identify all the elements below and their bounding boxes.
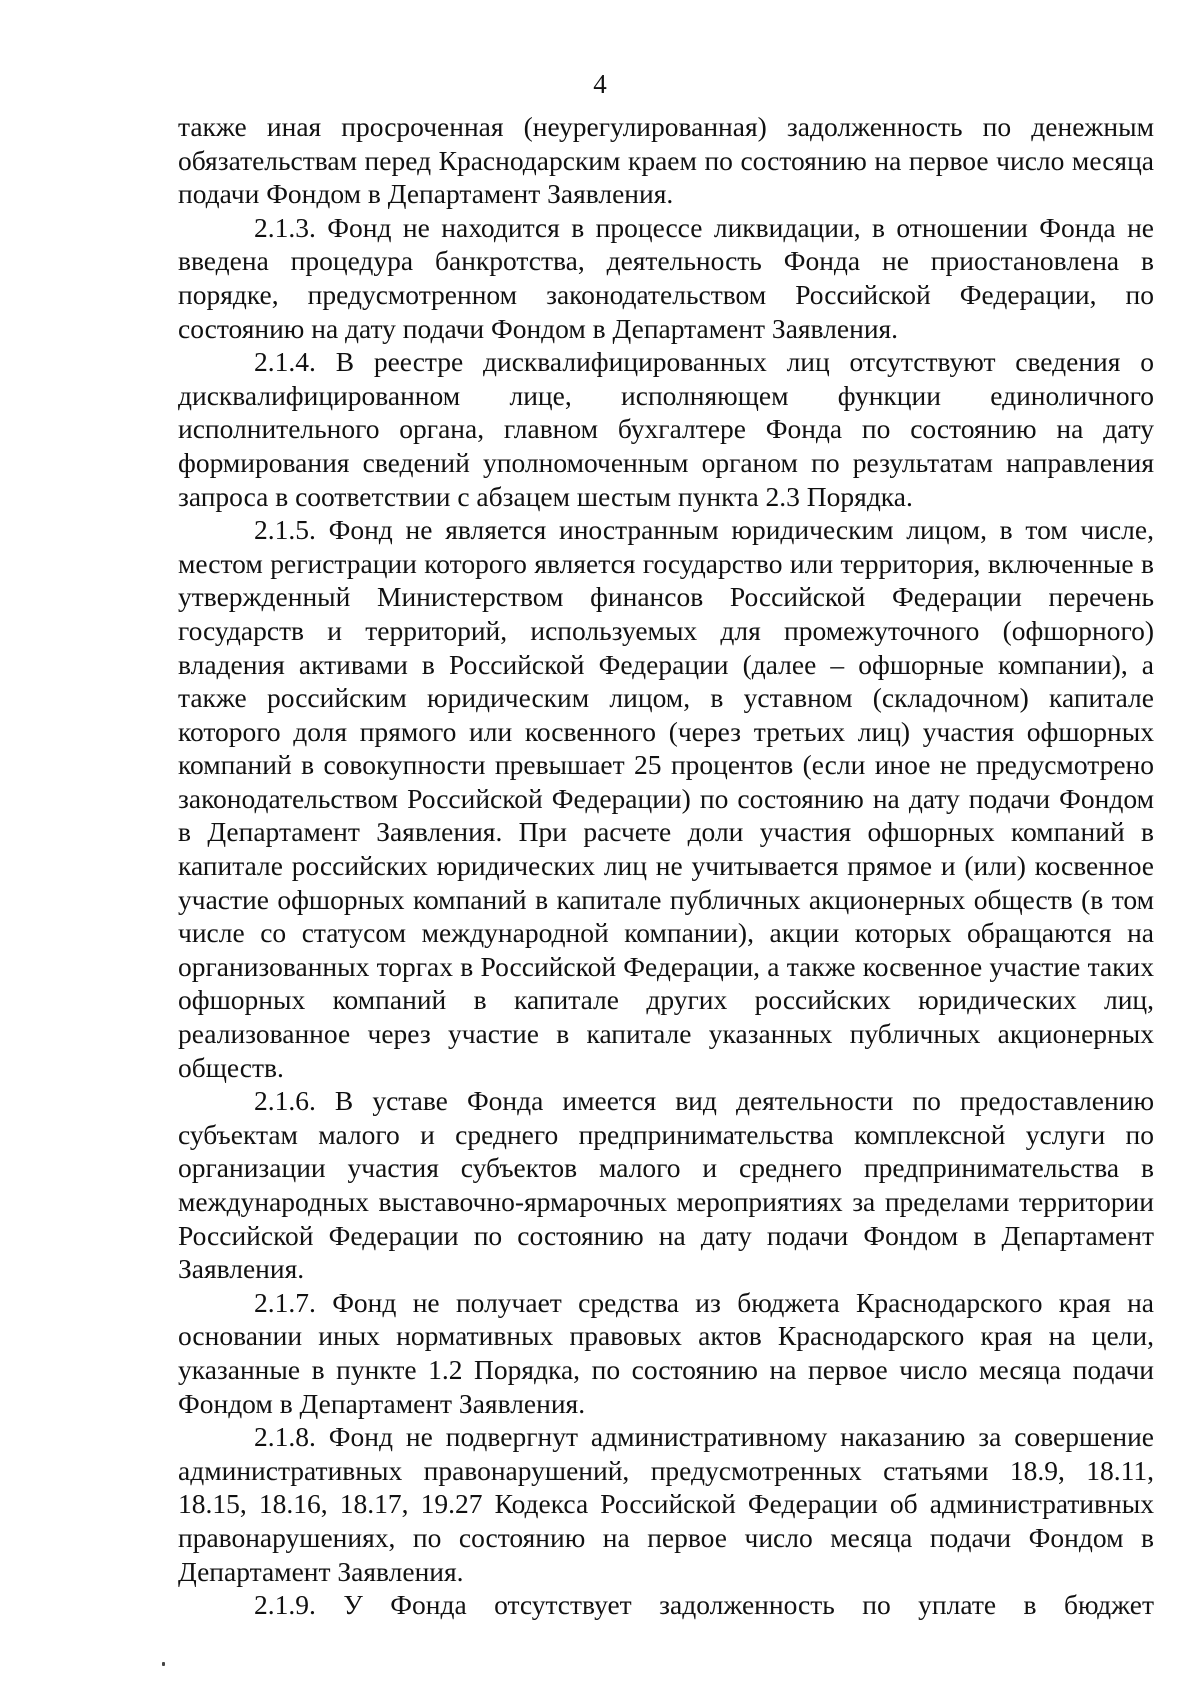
paragraph-continuation: также иная просроченная (неурегулированная) задолженность по денежным обязательствам перед Краснодарским краем по состоянию на первое число месяца подачи Фондом в Департамент Заявления.	[178, 111, 1154, 210]
paragraph-2-1-4: 2.1.4. В реестре дисквалифицированных лиц отсутствуют сведения о дисквалифицированном лице, исполняющем функции единоличного исполнительного органа, главном бухгалтере Фонда по состоянию на дату формирования сведений уполномоченным органом по результатам направления запроса в соответствии с абзацем шестым пункта 2.3 Порядка.	[178, 346, 1154, 512]
paragraph-2-1-9: 2.1.9. У Фонда отсутствует задолженность по уплате в бюджет	[254, 1589, 1154, 1621]
paragraph-2-1-8: 2.1.8. Фонд не подвергнут административному наказанию за совершение административных правонарушений, предусмотренных статьями 18.9, 18.11, 18.15, 18.16, 18.17, 19.27 Кодекса Российской Федерации об административных правонарушениях, по состоянию на первое число месяца подачи Фондом в Департамент Заявления.	[178, 1421, 1154, 1587]
paragraph-2-1-5: 2.1.5. Фонд не является иностранным юридическим лицом, в том числе, местом регистрации которого является государство или территория, включенные в утвержденный Министерством финансов Российской Федерации перечень государств и территорий, используемых для промежуточного (офшорного) владения активами в Российской Федерации (далее – офшорные компании), а также российским юридическим лицом, в уставном (складочном) капитале которого доля прямого или косвенного (через третьих лиц) участия офшорных компаний в совокупности превышает 25 процентов (если иное не предусмотрено законодательством Российской Федерации) по состоянию на дату подачи Фондом в Департамент Заявления. При расчете доли участия офшорных компаний в капитале российских юридических лиц не учитывается прямое и (или) косвенное участие офшорных компаний в капитале публичных акционерных обществ (в том числе со статусом международной компании), акции которых обращаются на организованных торгах в Российской Федерации, а также косвенное участие таких офшорных компаний в капитале других российских юридических лиц, реализованное через участие в капитале указанных публичных акционерных обществ.	[178, 514, 1154, 1083]
scan-speck	[162, 1662, 165, 1666]
paragraph-2-1-6: 2.1.6. В уставе Фонда имеется вид деятельности по предоставлению субъектам малого и среднего предпринимательства комплексной услуги по организации участия субъектов малого и среднего предпринимательства в международных выставочно-ярмарочных мероприятиях за пределами территории Российской Федерации по состоянию на дату подачи Фондом в Департамент Заявления.	[178, 1085, 1154, 1285]
document-body	[178, 110, 1154, 1622]
paragraph-2-1-7: 2.1.7. Фонд не получает средства из бюджета Краснодарского края на основании иных нормативных правовых актов Краснодарского края на цели, указанные в пункте 1.2 Порядка, по состоянию на первое число месяца подачи Фондом в Департамент Заявления.	[178, 1286, 1154, 1419]
paragraph-2-1-3: 2.1.3. Фонд не находится в процессе ликвидации, в отношении Фонда не введена процедура банкротства, деятельность Фонда не приостановлена в порядке, предусмотренном законодательством Российской Федерации, по состоянию на дату подачи Фондом в Департамент Заявления.	[178, 211, 1154, 344]
page-number: 4	[593, 69, 607, 99]
